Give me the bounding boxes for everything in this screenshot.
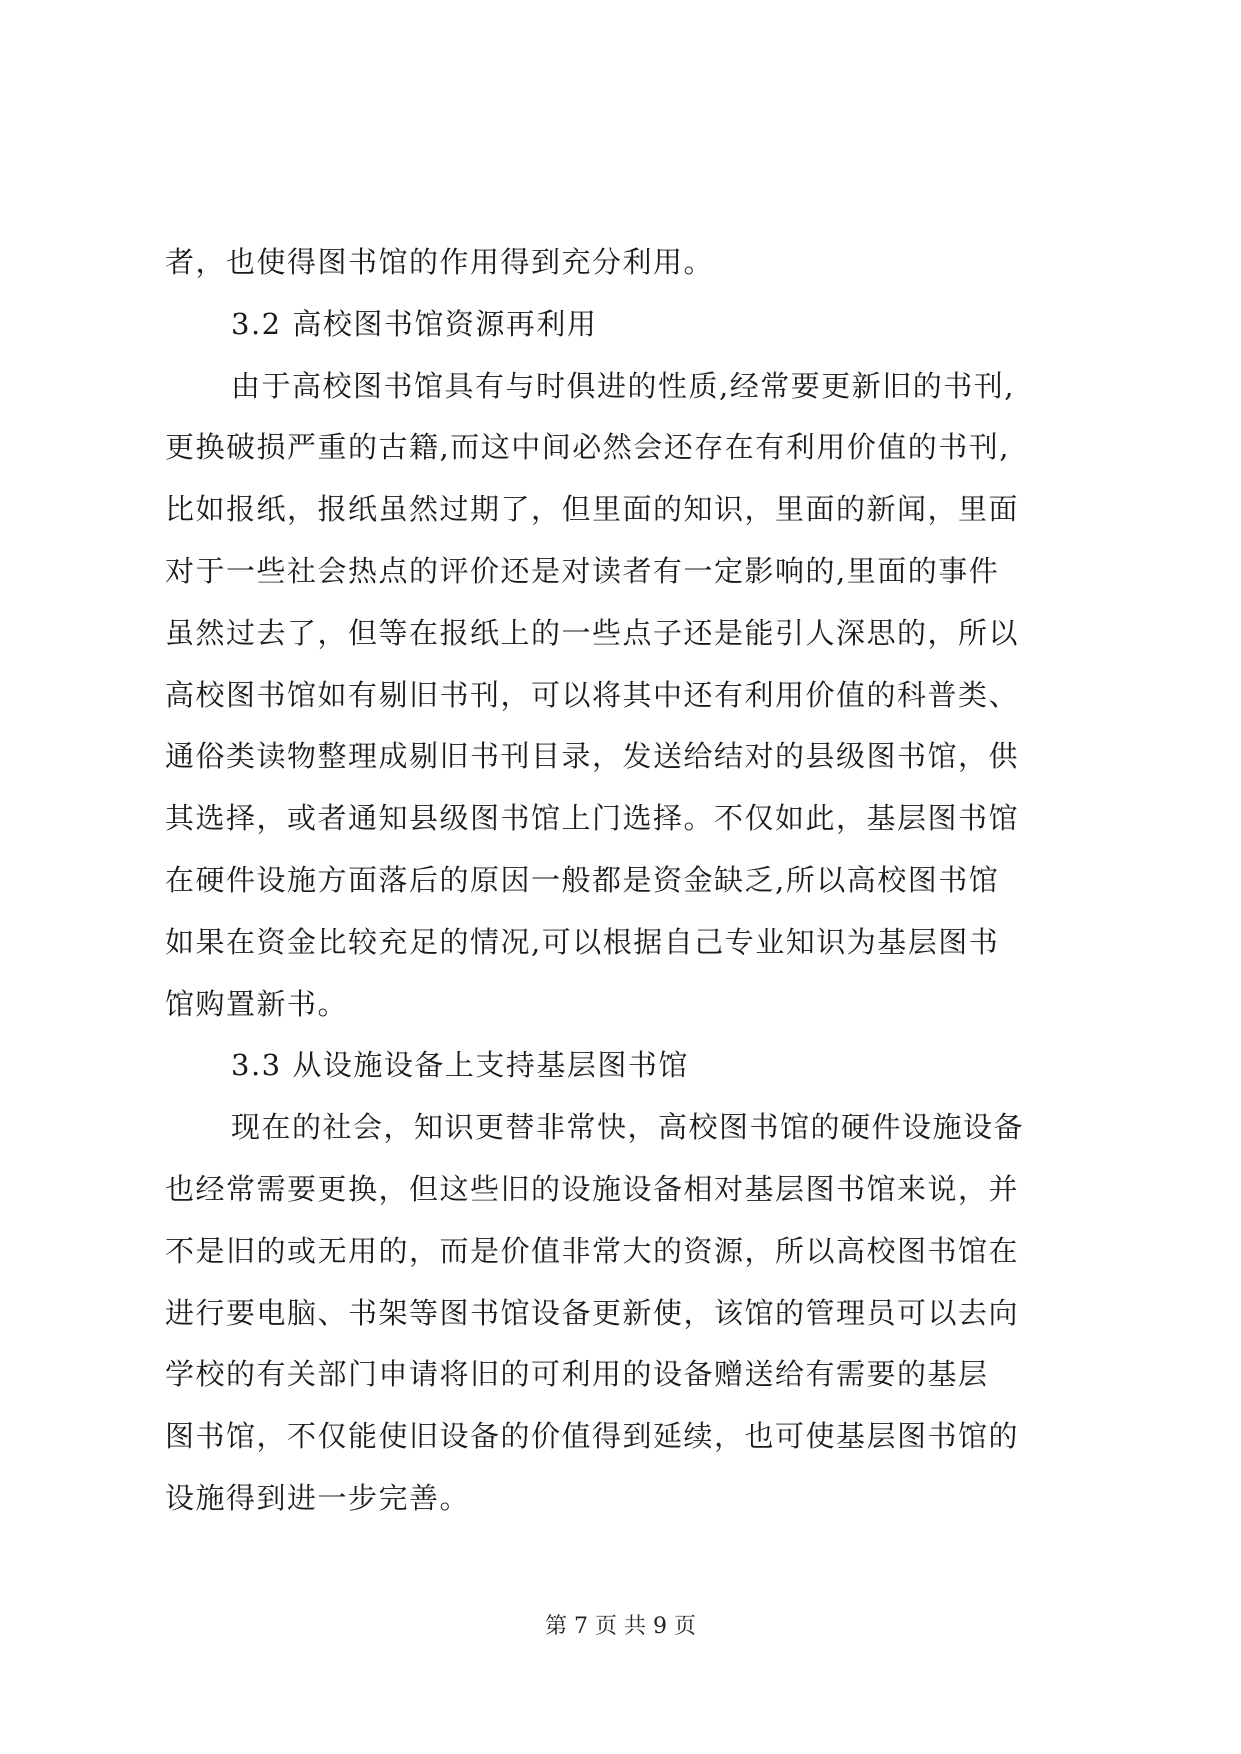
body-line: 现在的社会，知识更替非常快，高校图书馆的硬件设施设备 [231, 1110, 1025, 1145]
body-line: 馆购置新书。 [165, 986, 349, 1021]
body-line: 图书馆，不仅能使旧设备的价值得到延续，也可使基层图书馆的 [165, 1419, 1020, 1454]
body-line: 进行要电脑、书架等图书馆设备更新使，该馆的管理员可以去向 [165, 1295, 1020, 1330]
body-line: 不是旧的或无用的，而是价值非常大的资源，所以高校图书馆在 [165, 1233, 1020, 1268]
page-number-footer: 第 7 页 共 9 页 [545, 1614, 696, 1639]
body-line: 也经常需要更换，但这些旧的设施设备相对基层图书馆来说，并 [165, 1171, 1020, 1206]
body-line: 对于一些社会热点的评价还是对读者有一定影响的,里面的事件 [165, 553, 1000, 588]
body-line: 比如报纸，报纸虽然过期了，但里面的知识，里面的新闻，里面 [165, 492, 1020, 527]
body-line: 者，也使得图书馆的作用得到充分利用。 [165, 245, 715, 279]
body-line: 学校的有关部门申请将旧的可利用的设备赠送给有需要的基层 [165, 1357, 989, 1392]
body-line: 设施得到进一步完善。 [165, 1480, 471, 1515]
body-line: 其选择，或者通知县级图书馆上门选择。不仅如此，基层图书馆 [165, 801, 1020, 836]
document-body [165, 232, 1125, 1530]
body-line: 在硬件设施方面落后的原因一般都是资金缺乏,所以高校图书馆 [165, 862, 1000, 897]
body-line: 虽然过去了，但等在报纸上的一些点子还是能引人深思的，所以 [165, 615, 1020, 650]
body-line: 更换破损严重的古籍,而这中间必然会还存在有利用价值的书刊, [165, 430, 1010, 465]
body-line: 如果在资金比较充足的情况,可以根据自己专业知识为基层图书 [165, 924, 1000, 959]
section-heading-3-2: 3.2 高校图书馆资源再利用 [231, 306, 598, 341]
body-line: 通俗类读物整理成剔旧书刊目录，发送给结对的县级图书馆，供 [165, 739, 1020, 774]
body-line: 由于高校图书馆具有与时俱进的性质,经常要更新旧的书刊, [231, 368, 1015, 403]
section-heading-3-3: 3.3 从设施设备上支持基层图书馆 [231, 1048, 689, 1083]
body-line: 高校图书馆如有剔旧书刊，可以将其中还有利用价值的科普类、 [165, 677, 1020, 712]
